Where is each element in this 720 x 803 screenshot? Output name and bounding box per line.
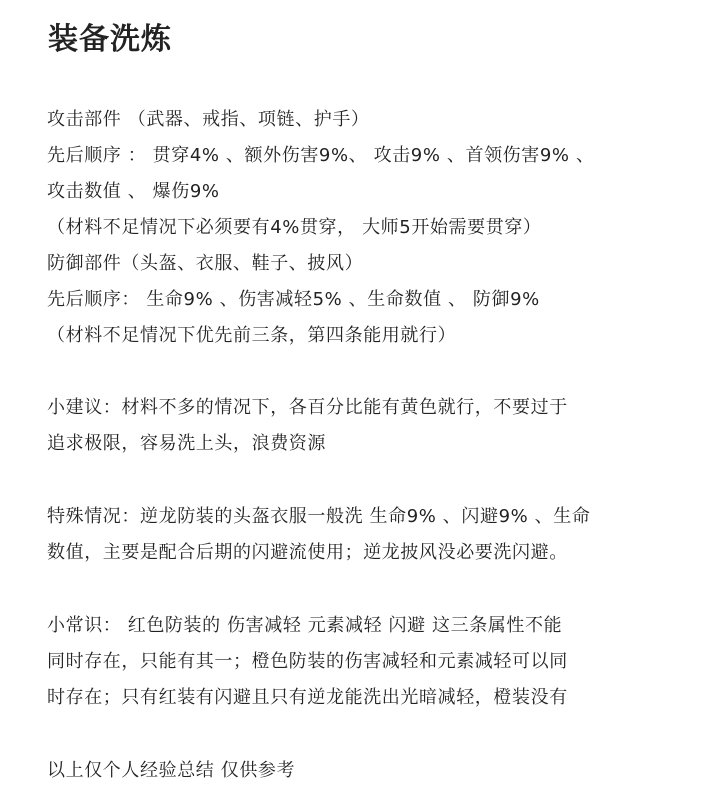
text-line-defense-order: 先后顺序： 生命9% 、伤害减轻5% 、生命数值 、 防御9%	[47, 289, 540, 310]
text-line-suggestion-cont: 追求极限，容易洗上头，浪费资源	[47, 433, 326, 454]
page-title: 装备洗炼	[48, 22, 172, 57]
text-line-attack-order-cont: 攻击数值 、 爆伤9%	[47, 181, 220, 202]
text-line-tip-cont-2: 时存在；只有红装有闪避且只有逆龙能洗出光暗减轻，橙装没有	[47, 687, 568, 708]
text-line-defense-parts: 防御部件（头盔、衣服、鞋子、披风）	[47, 253, 364, 274]
text-line-attack-order: 先后顺序 ： 贯穿4% 、额外伤害9%、 攻击9% 、首领伤害9% 、	[47, 145, 595, 166]
text-line-special-cont: 数值，主要是配合后期的闪避流使用；逆龙披风没必要洗闪避。	[47, 542, 568, 563]
text-line-special: 特殊情况：逆龙防装的头盔衣服一般洗 生命9% 、闪避9% 、生命	[47, 506, 591, 527]
text-line-attack-note: （材料不足情况下必须要有4%贯穿， 大师5开始需要贯穿）	[47, 217, 542, 238]
text-line-attack-parts: 攻击部件 （武器、戒指、项链、护手）	[47, 109, 370, 130]
text-line-tip-cont-1: 同时存在，只能有其一；橙色防装的伤害减轻和元素减轻可以同	[47, 651, 568, 672]
text-line-tip: 小常识： 红色防装的 伤害减轻 元素减轻 闪避 这三条属性不能	[47, 615, 563, 636]
text-line-suggestion: 小建议：材料不多的情况下，各百分比能有黄色就行，不要过于	[47, 397, 568, 418]
text-line-summary: 以上仅个人经验总结 仅供参考	[47, 760, 296, 781]
text-line-defense-note: （材料不足情况下优先前三条，第四条能用就行）	[47, 325, 457, 346]
